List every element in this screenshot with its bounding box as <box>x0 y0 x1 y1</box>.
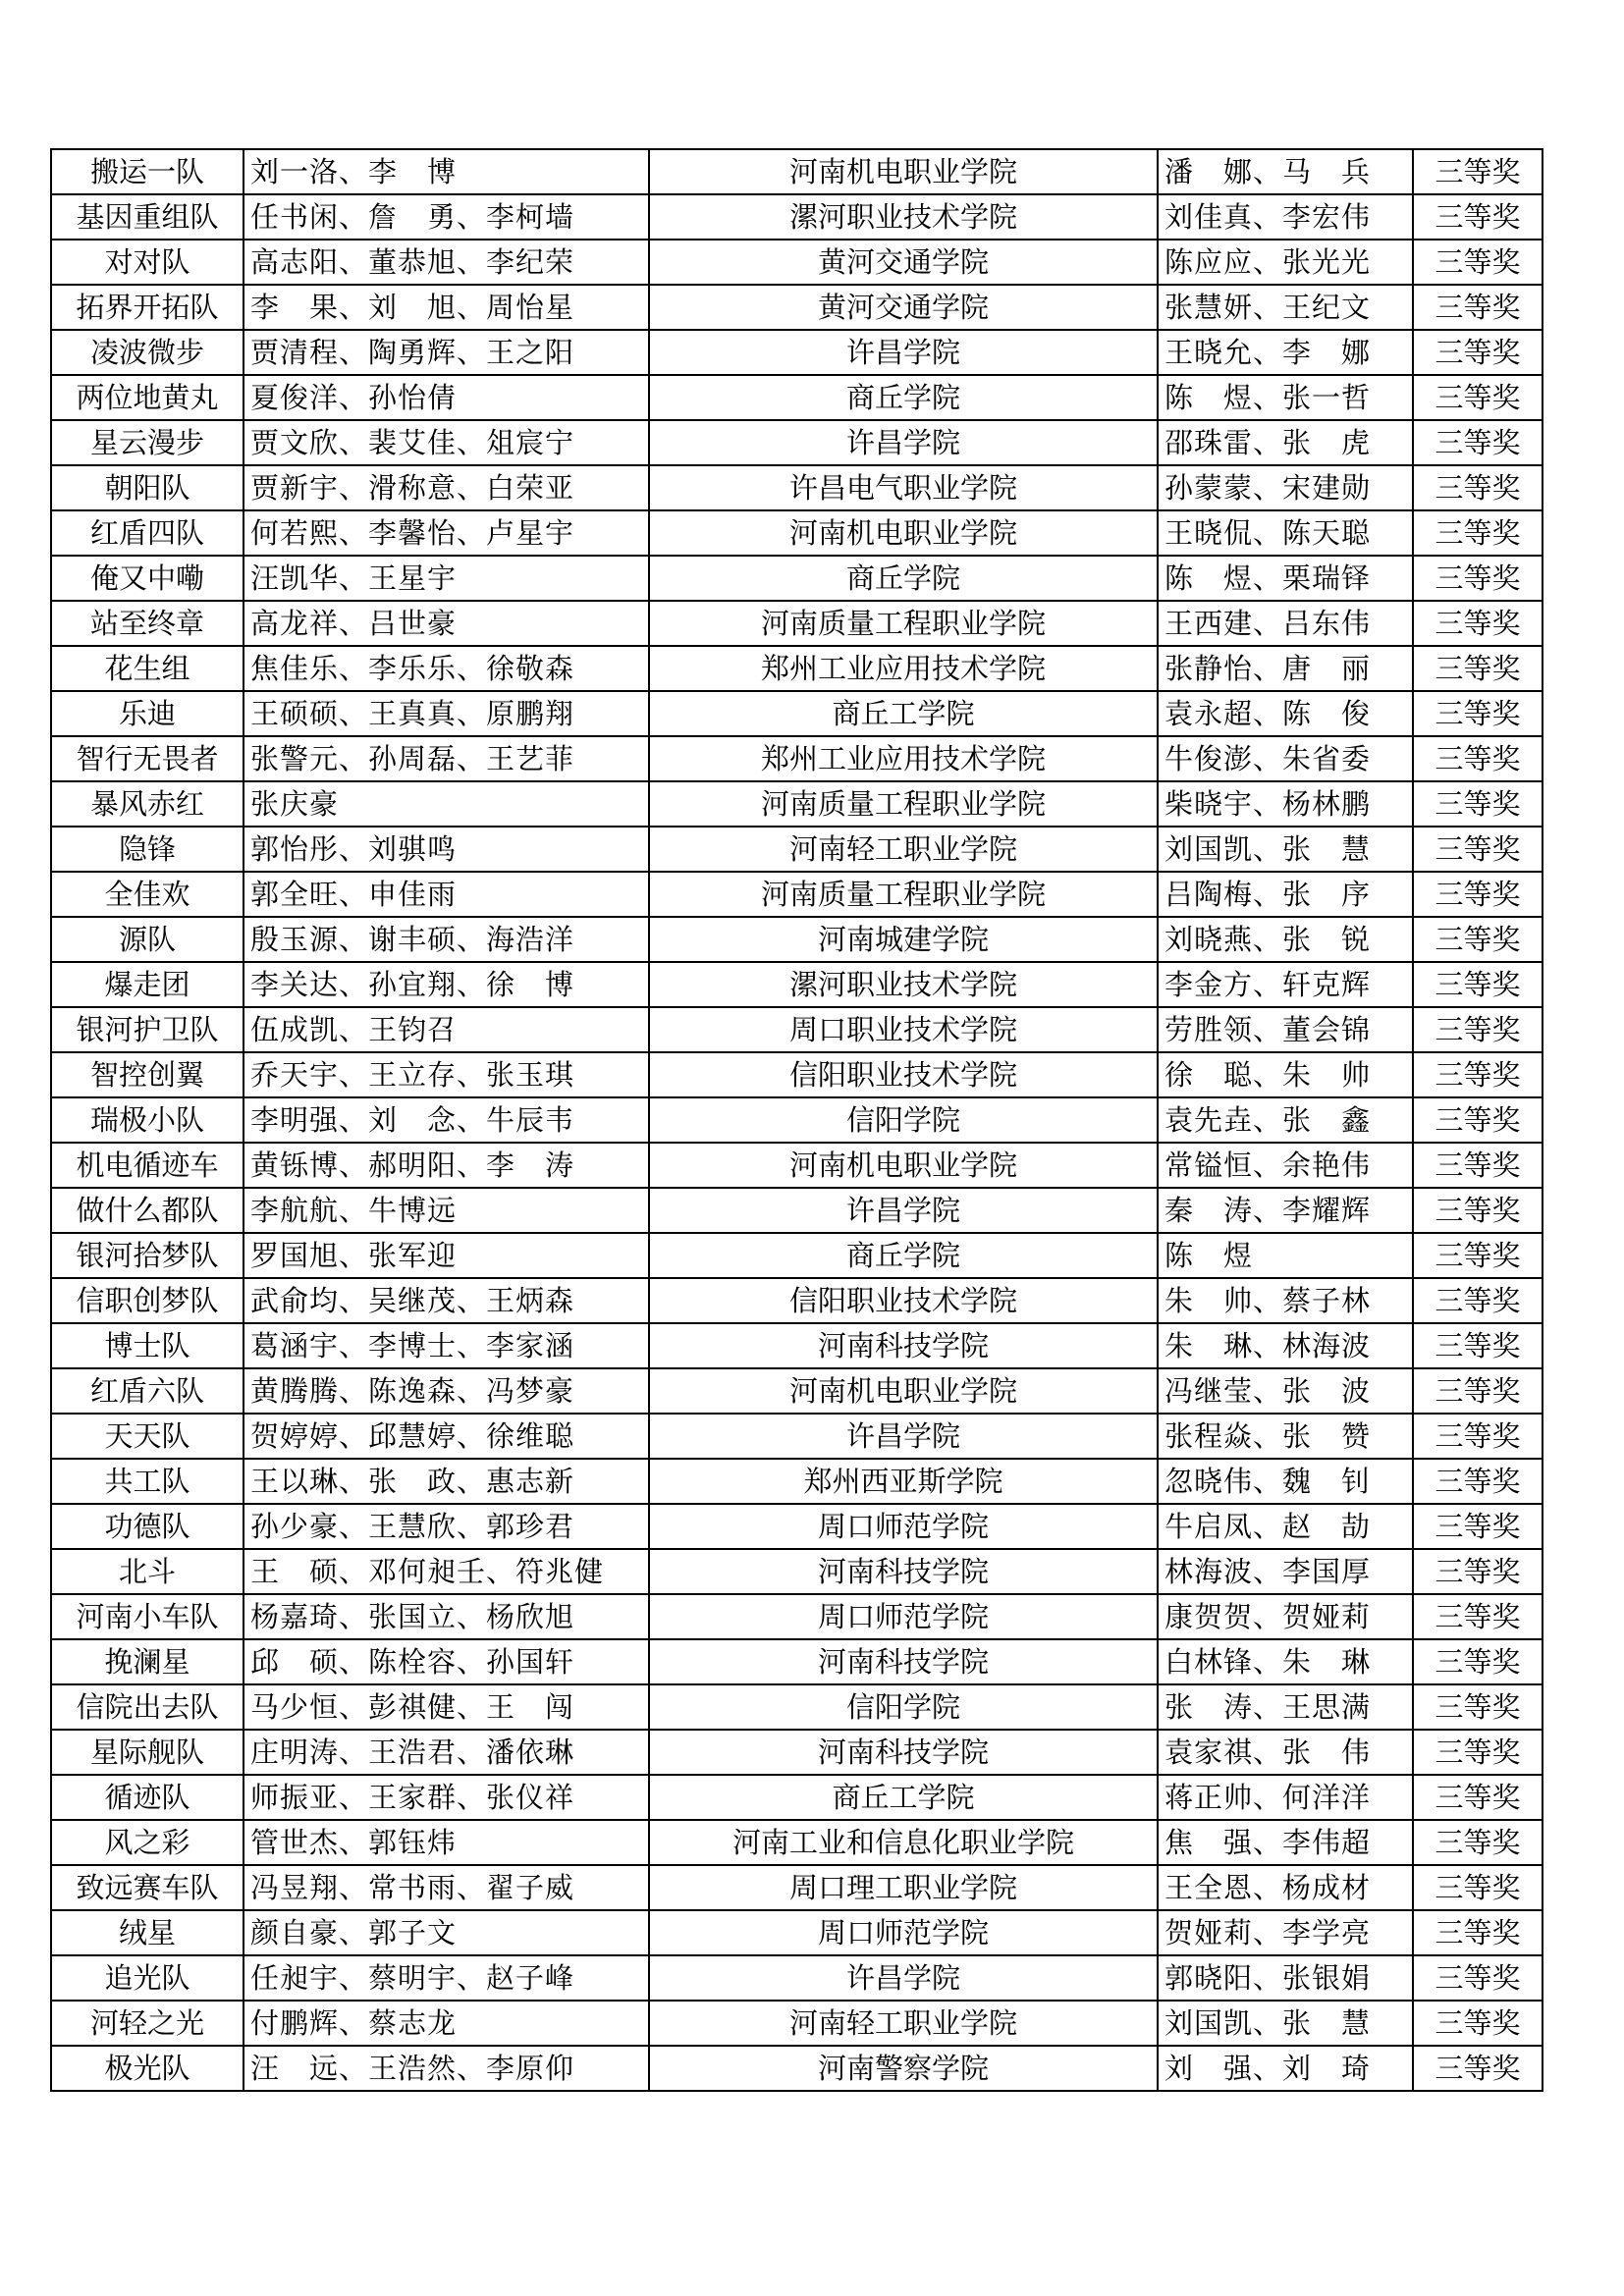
team-cell: 站至终章 <box>51 601 244 646</box>
team-cell: 瑞极小队 <box>51 1097 244 1143</box>
award-cell: 三等奖 <box>1413 781 1543 827</box>
advisors-cell: 牛俊澎、朱省委 <box>1158 736 1413 781</box>
award-cell: 三等奖 <box>1413 330 1543 375</box>
school-cell: 许昌电气职业学院 <box>649 465 1158 510</box>
table-row <box>51 1459 1543 1504</box>
members-cell: 李航航、牛博远 <box>244 1188 649 1233</box>
table-row <box>51 420 1543 465</box>
school-cell: 漯河职业技术学院 <box>649 194 1158 240</box>
team-cell: 俺又中嘞 <box>51 556 244 601</box>
award-cell: 三等奖 <box>1413 1865 1543 1910</box>
award-cell: 三等奖 <box>1413 285 1543 330</box>
team-cell: 星际舰队 <box>51 1730 244 1775</box>
award-cell: 三等奖 <box>1413 1097 1543 1143</box>
advisors-cell: 王全恩、杨成材 <box>1158 1865 1413 1910</box>
table-row <box>51 646 1543 691</box>
table-row <box>51 1278 1543 1323</box>
table-row <box>51 194 1543 240</box>
table-row <box>51 1188 1543 1233</box>
advisors-cell: 张静怡、唐 丽 <box>1158 646 1413 691</box>
advisors-cell: 朱 帅、蔡子林 <box>1158 1278 1413 1323</box>
advisors-cell: 王西建、吕东伟 <box>1158 601 1413 646</box>
table-row <box>51 1323 1543 1368</box>
table-row <box>51 917 1543 962</box>
school-cell: 河南机电职业学院 <box>649 1368 1158 1414</box>
school-cell: 许昌学院 <box>649 330 1158 375</box>
school-cell: 郑州西亚斯学院 <box>649 1459 1158 1504</box>
team-cell: 河轻之光 <box>51 2001 244 2046</box>
school-cell: 郑州工业应用技术学院 <box>649 736 1158 781</box>
team-cell: 爆走团 <box>51 962 244 1007</box>
advisors-cell: 徐 聪、朱 帅 <box>1158 1052 1413 1097</box>
table-row <box>51 510 1543 556</box>
team-cell: 功德队 <box>51 1504 244 1549</box>
award-cell: 三等奖 <box>1413 1820 1543 1865</box>
members-cell: 李 果、刘 旭、周怡星 <box>244 285 649 330</box>
members-cell: 夏俊洋、孙怡倩 <box>244 375 649 420</box>
table-row <box>51 2001 1543 2046</box>
advisors-cell: 王晓允、李 娜 <box>1158 330 1413 375</box>
school-cell: 河南机电职业学院 <box>649 149 1158 194</box>
team-cell: 机电循迹车 <box>51 1143 244 1188</box>
award-cell: 三等奖 <box>1413 962 1543 1007</box>
table-row <box>51 1414 1543 1459</box>
school-cell: 河南警察学院 <box>649 2046 1158 2091</box>
table-row <box>51 601 1543 646</box>
advisors-cell: 张 涛、王思满 <box>1158 1684 1413 1730</box>
school-cell: 商丘工学院 <box>649 691 1158 736</box>
table-row <box>51 872 1543 917</box>
team-cell: 基因重组队 <box>51 194 244 240</box>
members-cell: 任昶宇、蔡明宇、赵子峰 <box>244 1955 649 2001</box>
team-cell: 风之彩 <box>51 1820 244 1865</box>
advisors-cell: 孙蒙蒙、宋建勋 <box>1158 465 1413 510</box>
award-cell: 三等奖 <box>1413 1775 1543 1820</box>
advisors-cell: 劳胜领、董会锦 <box>1158 1007 1413 1052</box>
table-row <box>51 781 1543 827</box>
members-cell: 郭全旺、申佳雨 <box>244 872 649 917</box>
award-cell: 三等奖 <box>1413 1594 1543 1639</box>
advisors-cell: 刘佳真、李宏伟 <box>1158 194 1413 240</box>
table-row <box>51 465 1543 510</box>
award-cell: 三等奖 <box>1413 1368 1543 1414</box>
members-cell: 贾清程、陶勇辉、王之阳 <box>244 330 649 375</box>
advisors-cell: 焦 强、李伟超 <box>1158 1820 1413 1865</box>
advisors-cell: 秦 涛、李耀辉 <box>1158 1188 1413 1233</box>
team-cell: 极光队 <box>51 2046 244 2091</box>
award-cell: 三等奖 <box>1413 1414 1543 1459</box>
members-cell: 焦佳乐、李乐乐、徐敬森 <box>244 646 649 691</box>
members-cell: 马少恒、彭祺健、王 闯 <box>244 1684 649 1730</box>
table-row <box>51 736 1543 781</box>
advisors-cell: 袁永超、陈 俊 <box>1158 691 1413 736</box>
team-cell: 共工队 <box>51 1459 244 1504</box>
table-row <box>51 1955 1543 2001</box>
advisors-cell: 白林锋、朱 琳 <box>1158 1639 1413 1684</box>
award-cell: 三等奖 <box>1413 872 1543 917</box>
members-cell: 庄明涛、王浩君、潘依琳 <box>244 1730 649 1775</box>
team-cell: 星云漫步 <box>51 420 244 465</box>
members-cell: 高龙祥、吕世豪 <box>244 601 649 646</box>
members-cell: 武俞均、吴继茂、王炳森 <box>244 1278 649 1323</box>
school-cell: 商丘学院 <box>649 375 1158 420</box>
school-cell: 许昌学院 <box>649 1188 1158 1233</box>
members-cell: 孙少豪、王慧欣、郭珍君 <box>244 1504 649 1549</box>
advisors-cell: 常镒恒、余艳伟 <box>1158 1143 1413 1188</box>
award-cell: 三等奖 <box>1413 1323 1543 1368</box>
school-cell: 商丘学院 <box>649 556 1158 601</box>
team-cell: 做什么都队 <box>51 1188 244 1233</box>
members-cell: 王 硕、邓何昶壬、符兆健 <box>244 1549 649 1594</box>
school-cell: 河南质量工程职业学院 <box>649 872 1158 917</box>
members-cell: 汪 远、王浩然、李原仰 <box>244 2046 649 2091</box>
school-cell: 周口师范学院 <box>649 1504 1158 1549</box>
team-cell: 北斗 <box>51 1549 244 1594</box>
team-cell: 搬运一队 <box>51 149 244 194</box>
team-cell: 源队 <box>51 917 244 962</box>
members-cell: 何若熙、李馨怡、卢星宇 <box>244 510 649 556</box>
members-cell: 邱 硕、陈栓容、孙国轩 <box>244 1639 649 1684</box>
team-cell: 红盾六队 <box>51 1368 244 1414</box>
table-row <box>51 1775 1543 1820</box>
advisors-cell: 郭晓阳、张银娟 <box>1158 1955 1413 2001</box>
award-cell: 三等奖 <box>1413 420 1543 465</box>
school-cell: 黄河交通学院 <box>649 240 1158 285</box>
members-cell: 伍成凯、王钧召 <box>244 1007 649 1052</box>
school-cell: 河南机电职业学院 <box>649 510 1158 556</box>
team-cell: 隐锋 <box>51 827 244 872</box>
table-row <box>51 149 1543 194</box>
advisors-cell: 刘 强、刘 琦 <box>1158 2046 1413 2091</box>
team-cell: 循迹队 <box>51 1775 244 1820</box>
table-row <box>51 1504 1543 1549</box>
school-cell: 河南科技学院 <box>649 1323 1158 1368</box>
members-cell: 王以琳、张 政、惠志新 <box>244 1459 649 1504</box>
advisors-cell: 林海波、李国厚 <box>1158 1549 1413 1594</box>
award-cell: 三等奖 <box>1413 917 1543 962</box>
award-table <box>50 148 1543 2092</box>
award-cell: 三等奖 <box>1413 1278 1543 1323</box>
award-cell: 三等奖 <box>1413 1504 1543 1549</box>
school-cell: 周口师范学院 <box>649 1594 1158 1639</box>
award-cell: 三等奖 <box>1413 601 1543 646</box>
school-cell: 河南工业和信息化职业学院 <box>649 1820 1158 1865</box>
table-row <box>51 1233 1543 1278</box>
team-cell: 拓界开拓队 <box>51 285 244 330</box>
school-cell: 河南城建学院 <box>649 917 1158 962</box>
advisors-cell: 陈应应、张光光 <box>1158 240 1413 285</box>
school-cell: 信阳职业技术学院 <box>649 1278 1158 1323</box>
award-cell: 三等奖 <box>1413 1955 1543 2001</box>
members-cell: 冯昱翔、常书雨、翟子威 <box>244 1865 649 1910</box>
members-cell: 乔天宇、王立存、张玉琪 <box>244 1052 649 1097</box>
school-cell: 许昌学院 <box>649 1414 1158 1459</box>
award-cell: 三等奖 <box>1413 1549 1543 1594</box>
school-cell: 许昌学院 <box>649 1955 1158 2001</box>
advisors-cell: 朱 琳、林海波 <box>1158 1323 1413 1368</box>
school-cell: 漯河职业技术学院 <box>649 962 1158 1007</box>
team-cell: 致远赛车队 <box>51 1865 244 1910</box>
members-cell: 贾文欣、裴艾佳、俎宸宁 <box>244 420 649 465</box>
award-cell: 三等奖 <box>1413 1459 1543 1504</box>
members-cell: 张警元、孙周磊、王艺菲 <box>244 736 649 781</box>
members-cell: 任书闲、詹 勇、李柯墙 <box>244 194 649 240</box>
advisors-cell: 刘国凯、张 慧 <box>1158 2001 1413 2046</box>
team-cell: 暴风赤红 <box>51 781 244 827</box>
award-cell: 三等奖 <box>1413 691 1543 736</box>
table-row <box>51 1594 1543 1639</box>
advisors-cell: 康贺贺、贺娅莉 <box>1158 1594 1413 1639</box>
advisors-cell: 袁先垚、张 鑫 <box>1158 1097 1413 1143</box>
members-cell: 杨嘉琦、张国立、杨欣旭 <box>244 1594 649 1639</box>
award-cell: 三等奖 <box>1413 646 1543 691</box>
school-cell: 周口职业技术学院 <box>649 1007 1158 1052</box>
school-cell: 河南机电职业学院 <box>649 1143 1158 1188</box>
members-cell: 付鹏辉、蔡志龙 <box>244 2001 649 2046</box>
team-cell: 朝阳队 <box>51 465 244 510</box>
table-row <box>51 1865 1543 1910</box>
award-cell: 三等奖 <box>1413 1007 1543 1052</box>
advisors-cell: 刘国凯、张 慧 <box>1158 827 1413 872</box>
advisors-cell: 陈 煜、栗瑞铎 <box>1158 556 1413 601</box>
members-cell: 黄腾腾、陈逸森、冯梦豪 <box>244 1368 649 1414</box>
advisors-cell: 吕陶梅、张 序 <box>1158 872 1413 917</box>
members-cell: 殷玉源、谢丰硕、海浩洋 <box>244 917 649 962</box>
table-row <box>51 1143 1543 1188</box>
team-cell: 花生组 <box>51 646 244 691</box>
team-cell: 凌波微步 <box>51 330 244 375</box>
advisors-cell: 袁家祺、张 伟 <box>1158 1730 1413 1775</box>
team-cell: 两位地黄丸 <box>51 375 244 420</box>
members-cell: 颜自豪、郭子文 <box>244 1910 649 1955</box>
advisors-cell: 牛启凤、赵 劼 <box>1158 1504 1413 1549</box>
school-cell: 信阳学院 <box>649 1684 1158 1730</box>
school-cell: 周口师范学院 <box>649 1910 1158 1955</box>
school-cell: 河南质量工程职业学院 <box>649 601 1158 646</box>
award-cell: 三等奖 <box>1413 2046 1543 2091</box>
award-cell: 三等奖 <box>1413 827 1543 872</box>
table-row <box>51 1549 1543 1594</box>
award-cell: 三等奖 <box>1413 465 1543 510</box>
team-cell: 智控创翼 <box>51 1052 244 1097</box>
team-cell: 银河护卫队 <box>51 1007 244 1052</box>
members-cell: 葛涵宇、李博士、李家涵 <box>244 1323 649 1368</box>
table-row <box>51 962 1543 1007</box>
team-cell: 天天队 <box>51 1414 244 1459</box>
advisors-cell: 李金方、轩克辉 <box>1158 962 1413 1007</box>
award-cell: 三等奖 <box>1413 1730 1543 1775</box>
team-cell: 智行无畏者 <box>51 736 244 781</box>
school-cell: 河南科技学院 <box>649 1730 1158 1775</box>
award-cell: 三等奖 <box>1413 240 1543 285</box>
team-cell: 红盾四队 <box>51 510 244 556</box>
advisors-cell: 张程焱、张 赞 <box>1158 1414 1413 1459</box>
members-cell: 李明强、刘 念、牛辰韦 <box>244 1097 649 1143</box>
advisors-cell: 陈 煜 <box>1158 1233 1413 1278</box>
team-cell: 对对队 <box>51 240 244 285</box>
school-cell: 河南科技学院 <box>649 1549 1158 1594</box>
table-row <box>51 1730 1543 1775</box>
school-cell: 许昌学院 <box>649 420 1158 465</box>
table-row <box>51 691 1543 736</box>
table-row <box>51 240 1543 285</box>
school-cell: 商丘学院 <box>649 1233 1158 1278</box>
school-cell: 河南质量工程职业学院 <box>649 781 1158 827</box>
table-row <box>51 1684 1543 1730</box>
team-cell: 乐迪 <box>51 691 244 736</box>
advisors-cell: 张慧妍、王纪文 <box>1158 285 1413 330</box>
award-cell: 三等奖 <box>1413 1684 1543 1730</box>
table-row <box>51 330 1543 375</box>
advisors-cell: 贺娅莉、李学亮 <box>1158 1910 1413 1955</box>
award-cell: 三等奖 <box>1413 1910 1543 1955</box>
advisors-cell: 蒋正帅、何洋洋 <box>1158 1775 1413 1820</box>
award-cell: 三等奖 <box>1413 510 1543 556</box>
team-cell: 河南小车队 <box>51 1594 244 1639</box>
table-row <box>51 1097 1543 1143</box>
table-row <box>51 285 1543 330</box>
school-cell: 郑州工业应用技术学院 <box>649 646 1158 691</box>
team-cell: 博士队 <box>51 1323 244 1368</box>
award-table-body <box>51 149 1543 2091</box>
advisors-cell: 陈 煜、张一哲 <box>1158 375 1413 420</box>
members-cell: 王硕硕、王真真、原鹏翔 <box>244 691 649 736</box>
members-cell: 管世杰、郭钰炜 <box>244 1820 649 1865</box>
team-cell: 挽澜星 <box>51 1639 244 1684</box>
award-cell: 三等奖 <box>1413 2001 1543 2046</box>
table-row <box>51 1368 1543 1414</box>
advisors-cell: 潘 娜、马 兵 <box>1158 149 1413 194</box>
award-cell: 三等奖 <box>1413 1639 1543 1684</box>
table-row <box>51 375 1543 420</box>
school-cell: 周口理工职业学院 <box>649 1865 1158 1910</box>
table-row <box>51 1910 1543 1955</box>
school-cell: 商丘工学院 <box>649 1775 1158 1820</box>
advisors-cell: 邵珠雷、张 虎 <box>1158 420 1413 465</box>
school-cell: 河南轻工职业学院 <box>649 2001 1158 2046</box>
members-cell: 李关达、孙宜翔、徐 博 <box>244 962 649 1007</box>
award-cell: 三等奖 <box>1413 1143 1543 1188</box>
members-cell: 张庆豪 <box>244 781 649 827</box>
table-row <box>51 1639 1543 1684</box>
members-cell: 贺婷婷、邱慧婷、徐维聪 <box>244 1414 649 1459</box>
advisors-cell: 柴晓宇、杨林鹏 <box>1158 781 1413 827</box>
school-cell: 河南科技学院 <box>649 1639 1158 1684</box>
members-cell: 罗国旭、张军迎 <box>244 1233 649 1278</box>
members-cell: 黄铄博、郝明阳、李 涛 <box>244 1143 649 1188</box>
team-cell: 追光队 <box>51 1955 244 2001</box>
members-cell: 贾新宇、滑称意、白荣亚 <box>244 465 649 510</box>
team-cell: 信职创梦队 <box>51 1278 244 1323</box>
table-row <box>51 556 1543 601</box>
school-cell: 信阳职业技术学院 <box>649 1052 1158 1097</box>
school-cell: 信阳学院 <box>649 1097 1158 1143</box>
members-cell: 高志阳、董恭旭、李纪荣 <box>244 240 649 285</box>
award-cell: 三等奖 <box>1413 556 1543 601</box>
table-row <box>51 1007 1543 1052</box>
members-cell: 师振亚、王家群、张仪祥 <box>244 1775 649 1820</box>
table-row <box>51 1820 1543 1865</box>
award-cell: 三等奖 <box>1413 375 1543 420</box>
school-cell: 黄河交通学院 <box>649 285 1158 330</box>
award-cell: 三等奖 <box>1413 1233 1543 1278</box>
table-row <box>51 2046 1543 2091</box>
award-cell: 三等奖 <box>1413 1052 1543 1097</box>
award-cell: 三等奖 <box>1413 194 1543 240</box>
advisors-cell: 冯继莹、张 波 <box>1158 1368 1413 1414</box>
award-cell: 三等奖 <box>1413 736 1543 781</box>
team-cell: 信院出去队 <box>51 1684 244 1730</box>
advisors-cell: 忽晓伟、魏 钊 <box>1158 1459 1413 1504</box>
table-row <box>51 827 1543 872</box>
award-cell: 三等奖 <box>1413 149 1543 194</box>
award-cell: 三等奖 <box>1413 1188 1543 1233</box>
advisors-cell: 王晓侃、陈天聪 <box>1158 510 1413 556</box>
members-cell: 刘一洛、李 博 <box>244 149 649 194</box>
school-cell: 河南轻工职业学院 <box>649 827 1158 872</box>
table-row <box>51 1052 1543 1097</box>
team-cell: 银河拾梦队 <box>51 1233 244 1278</box>
team-cell: 绒星 <box>51 1910 244 1955</box>
team-cell: 全佳欢 <box>51 872 244 917</box>
members-cell: 郭怡彤、刘骐鸣 <box>244 827 649 872</box>
advisors-cell: 刘晓燕、张 锐 <box>1158 917 1413 962</box>
members-cell: 汪凯华、王星宇 <box>244 556 649 601</box>
